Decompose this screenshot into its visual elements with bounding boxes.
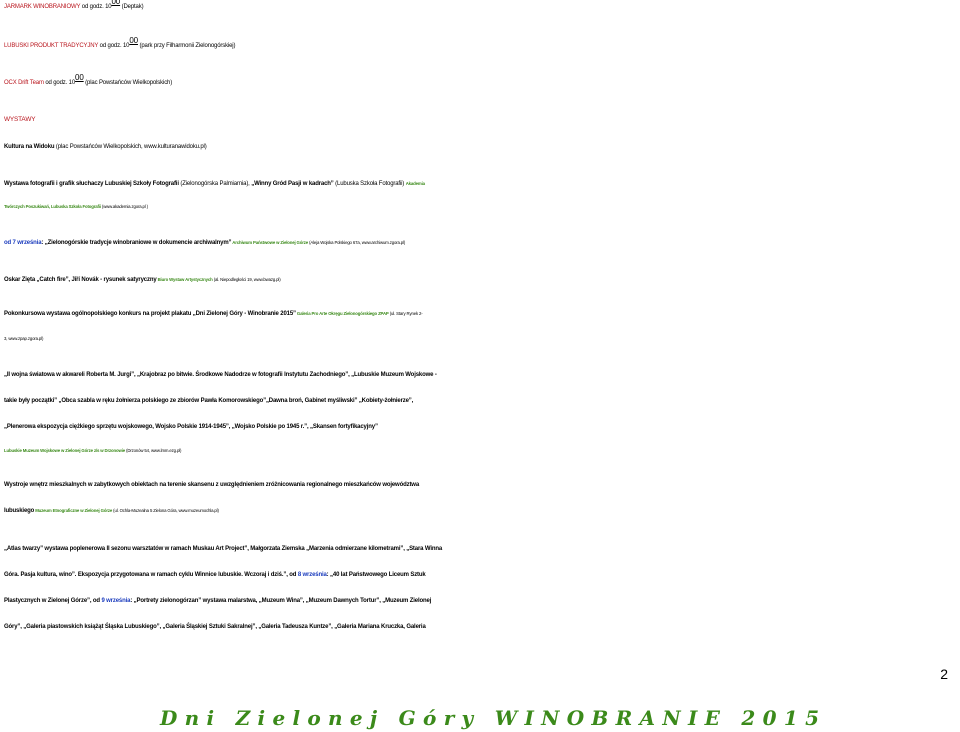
exhibit-title: Wystawa fotografii i grafik słuchaczy Lubuskiej Szkoły Fotografii <box>4 181 179 187</box>
section-heading-wystawy <box>4 111 954 129</box>
event-place: (plac Powstańców Wielkopolskich) <box>83 80 173 86</box>
exhibit-organizer: Lubuskie Muzeum Wojskowe w Zielonej Górze z/s w Drzonowie <box>4 448 126 453</box>
exhibit-date: od 7 września <box>4 240 42 246</box>
exhibit-fotografia-line1 <box>4 175 954 193</box>
exhibit-muzeum-wojskowe-line4 <box>4 442 954 460</box>
exhibit-organizer: Biuro Wystaw Artystycznych <box>156 277 213 282</box>
event-place: (Deptak) <box>120 4 144 10</box>
exhibit-plakat-line2 <box>4 330 954 348</box>
exhibit-place: (Zielonogórska Palmiarnia), <box>178 181 252 187</box>
exhibit-title-cont: : „Portrety zielonogórzan” wystawa malarstwa, „Muzeum Wina”, „Muzeum Dawnych Tortur”, „Muzeum Zielonej <box>130 598 432 604</box>
exhibit-title: Pokonkursowa wystawa ogólnopolskiego konkurs na projekt plakatu „Dni Zielonej Góry - Winobranie 2015” <box>4 311 296 317</box>
footer-banner: Dni Zielonej Góry WINOBRANIE 2015 <box>160 706 827 730</box>
exhibit-org: (Lubuska Szkoła Fotografii) <box>333 181 406 187</box>
event-time-minutes: 00 <box>129 36 138 45</box>
exhibit-title-cont: : „40 lat Państwowego Liceum Sztuk <box>326 572 426 578</box>
exhibit-skansen-line2 <box>4 502 954 520</box>
exhibit-organizer: Archiwum Państwowe w Zielonej Górze <box>231 240 309 245</box>
exhibit-address: (Drzonów 54, www.lmm.ezg.pl) <box>125 448 182 453</box>
exhibit-muzeum-wojskowe-line3 <box>4 418 954 436</box>
event-name: OCX Drift Team <box>4 80 44 86</box>
exhibit-title: Kultura na Widoku <box>4 144 55 150</box>
event-time: od godz. 10 <box>43 80 76 86</box>
event-time: od godz. 10 <box>81 4 112 10</box>
exhibit-fotografia-line2 <box>4 198 954 216</box>
exhibit-organizer-cont: Twórczych Poszukiwań, Lubuska Szkoła Fotografii <box>4 204 101 209</box>
page-number: 2 <box>940 666 948 682</box>
exhibit-muzeum-wojskowe-line2 <box>4 392 954 410</box>
exhibit-atlas-line4 <box>4 618 954 636</box>
exhibit-title: Wystroje wnętrz mieszkalnych w zabytkowych obiektach na terenie skansenu z uwzględnieniem zróżnicowania regionalnego mieszkańców województwa <box>4 482 420 488</box>
exhibit-atlas-line3 <box>4 592 954 610</box>
exhibit-muzeum-wojskowe-line1 <box>4 366 954 384</box>
exhibit-text: ”, od <box>283 572 298 578</box>
exhibit-title-cont: Środkowe Nadodrze w fotografii Instytutu Zachodniego”, „Lubuskie Muzeum Wojskowe - <box>193 372 437 378</box>
exhibit-skansen-line1 <box>4 476 954 494</box>
exhibit-title: „II wojna światowa w akwareli Roberta M. Jurgi”, „Krajobraz po bitwie. <box>4 372 194 378</box>
section-title: WYSTAWY <box>4 116 36 123</box>
exhibit-url: (www.akademia.zgora.pl ) <box>100 204 148 209</box>
exhibit-address: (ul. Ochla-Muzealna 5 Zielona Góra, www.muzeumochla.pl) <box>112 508 219 513</box>
exhibit-address: (ul. Stary Rynek 2- <box>388 311 423 316</box>
event-name: JARMARK WINOBRANIOWY <box>4 4 81 10</box>
event-time-minutes: 00 <box>111 0 121 6</box>
exhibit-archiwum <box>4 234 954 252</box>
event-name: LUBUSKI PRODUKT TRADYCYJNY <box>4 43 99 49</box>
event-time: od godz. 10 <box>98 43 130 49</box>
exhibit-bwa <box>4 271 954 289</box>
exhibit-place: (plac Powstańców Wielkopolskich, www.kulturanawidoku.pl) <box>54 144 207 150</box>
event-place: (park przy Filharmonii Zielonogórskiej) <box>137 43 236 49</box>
exhibit-title: „Zielonogórskie tradycje winobraniowe w dokumencie archiwalnym” <box>44 240 232 246</box>
exhibit-title-cont: Góry”, „Galeria piastowskich książąt Śląska Lubuskiego”, „Galeria Śląskiej Sztuki Sakralnej”, „Galeria Tadeusza Kuntze”, „Galeria Mariana Kruczka, Galeria <box>4 624 426 630</box>
exhibit-title: „Atlas twarzy” wystawa poplenerowa II sezonu warsztatów w ramach Muskau Art Project”, Małgorzata Ziemska „Marzenia odmierzane kilometrami”, „Stara Winna <box>4 546 443 552</box>
exhibit-title-2: „Winny Gród Pasji w kadrach” <box>251 181 334 187</box>
exhibit-title-cont: takie były początki” „Obca szabla w ręku żołnierza polskiego ze zbiorów Pawła Komorowskiego”„Dawna broń, Gabinet myśliwski” „Kobiety-żołnierze”, <box>4 398 414 404</box>
exhibit-atlas-line1 <box>4 540 954 558</box>
exhibit-organizer: Galeria Pro Arte Okręgu Zielonogórskiego ZPAP <box>295 311 389 316</box>
exhibit-address: (al. Niepodległości 19, www.bwazg.pl) <box>212 277 281 282</box>
exhibit-series-name: Winnice lubuskie. Wczoraj i dziś. <box>194 572 284 578</box>
exhibit-organizer: Muzeum Etnograficzne w Zielonej Górze <box>34 508 113 513</box>
exhibit-address: (Aleja Wojska Polskiego 67a, www.archiwum.zgora.pl) <box>308 240 406 245</box>
event-lubuski-produkt <box>4 37 954 55</box>
event-ocx-drift <box>4 74 954 92</box>
exhibit-plakat-line1 <box>4 305 954 323</box>
exhibit-atlas-line2 <box>4 566 954 584</box>
event-jarmark <box>4 0 954 16</box>
exhibit-date: 9 września <box>101 598 131 604</box>
exhibit-title-cont: „Plenerowa ekspozycja ciężkiego sprzętu wojskowego, Wojsko Polskie 1914-1945”, „Wojsko Polskie po 1945 r.”, „Skansen fortyfikacyjny” <box>4 424 378 430</box>
exhibit-organizer: Akademia <box>405 181 425 186</box>
exhibit-title-cont: lubuskiego <box>4 508 35 514</box>
exhibit-kultura-na-widoku <box>4 138 954 156</box>
exhibit-title: Oskar Zięta „Catch fire”, Jiří Novák - rysunek satyryczny <box>4 277 157 283</box>
exhibit-date: 8 września <box>297 572 327 578</box>
exhibit-title-cont: Plastycznych w Zielonej Górze”, od <box>4 598 102 604</box>
event-time-minutes: 00 <box>75 73 84 82</box>
exhibit-title-cont: Góra. Pasja kultura, wino”. Ekspozycja przygotowana w ramach cyklu <box>4 572 195 578</box>
exhibit-colon: : <box>41 240 45 246</box>
exhibit-address-cont: 3, www.zpap.zgora.pl) <box>4 336 44 341</box>
